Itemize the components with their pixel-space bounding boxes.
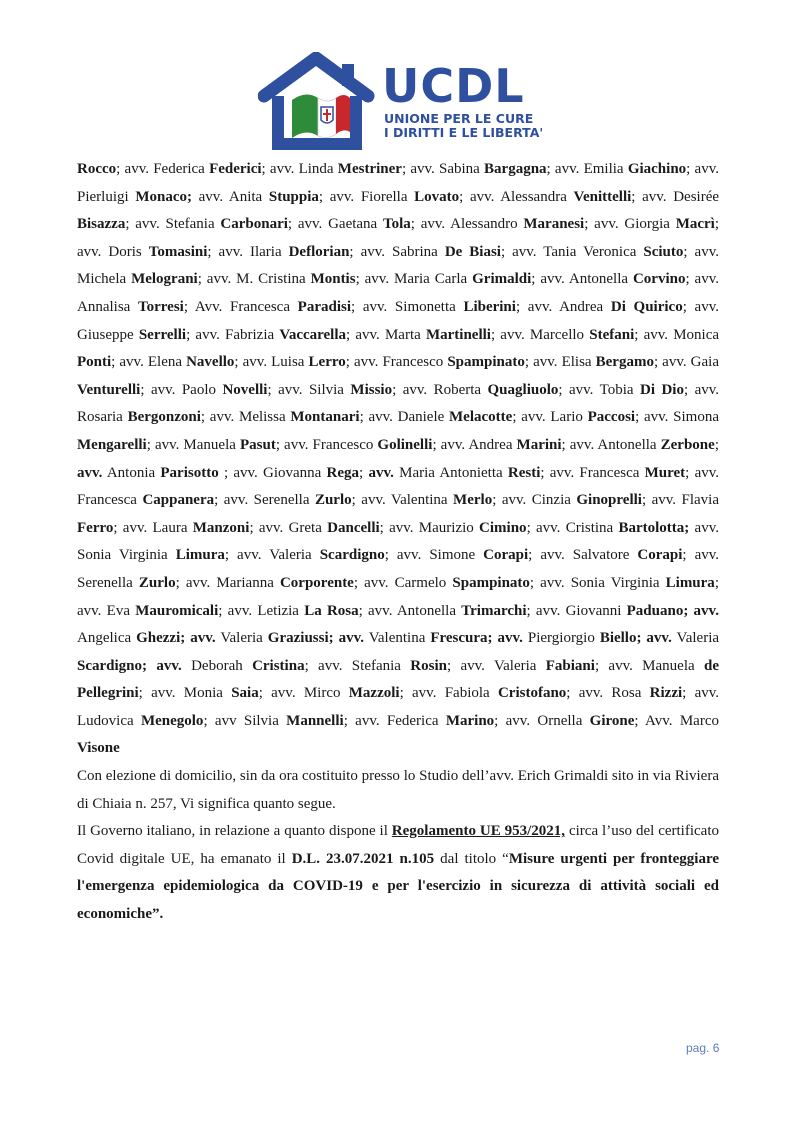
lawyer-surname: Paradisi: [297, 298, 351, 315]
lawyer-surname: Liberini: [463, 298, 516, 315]
name-separator: ; avv. Melissa: [200, 409, 291, 426]
name-separator: Piergiorgio: [522, 630, 600, 647]
name-separator: avv. Anita: [191, 188, 269, 205]
name-separator: ; avv Silvia: [203, 712, 287, 729]
domicile-paragraph: Con elezione di domicilio, sin da ora costituito presso lo Studio dell’avv. Erich Grimaldi sito in via Riviera di Chiaia n. 257, Vi significa quanto segue.: [77, 768, 719, 812]
document-body: [77, 156, 719, 929]
name-separator: ; avv. Ludovica: [77, 685, 720, 729]
lawyer-surname: Frescura; avv.: [430, 630, 523, 647]
name-separator: avv. Sonia Virginia: [77, 519, 719, 564]
lawyer-surname: Sciuto: [643, 243, 684, 260]
name-separator: ; avv. Emilia: [546, 161, 628, 177]
government-paragraph: [77, 818, 719, 928]
name-separator: ; avv. Fiorella: [318, 188, 415, 205]
lawyer-surname: Corapi: [637, 547, 683, 564]
name-separator: ; avv. Stefania: [304, 657, 411, 674]
name-separator: ; avv. Manuela: [146, 436, 240, 453]
name-separator: ; avv. Elena: [111, 354, 187, 371]
name-separator: ; avv. Cristina: [526, 519, 619, 536]
lawyer-surname: Stefani: [589, 326, 635, 343]
name-separator: ; avv. Linda: [261, 161, 338, 177]
name-separator: ; avv. Alessandro: [410, 216, 524, 233]
lawyer-surname: Visone: [77, 740, 120, 757]
lawyer-surname: Martinelli: [425, 326, 491, 343]
government-middle: circa l’uso del certificato Covid digitale UE, ha emanato il: [77, 823, 719, 867]
lawyer-surname: Giachino: [627, 161, 687, 177]
name-separator: ; avv. Sonia Virginia: [529, 574, 666, 591]
name-separator: ; avv. Serenella: [77, 547, 720, 591]
lawyer-surname: Menegolo: [140, 712, 204, 729]
name-separator: ; avv. Daniele: [359, 409, 450, 426]
name-separator: ; avv. Greta: [249, 519, 328, 536]
name-separator: ; avv. Lario: [512, 409, 588, 426]
lawyer-surname: Di Dio: [640, 381, 684, 398]
name-separator: Valeria: [671, 630, 720, 647]
name-separator: Valentina: [364, 630, 431, 647]
lawyer-surname: Ferro: [77, 519, 114, 536]
lawyer-surname: Paccosi: [587, 409, 636, 426]
name-separator: ; avv. Serenella: [214, 492, 315, 509]
name-separator: ; avv. Elisa: [524, 354, 596, 371]
logo-title: UCDL: [382, 59, 525, 113]
lawyer-surname: Cappanera: [142, 492, 215, 509]
name-separator: ; avv. Fabiola: [399, 685, 498, 702]
name-separator: ; avv. Giuseppe: [77, 298, 719, 343]
name-separator: ; avv. Flavia: [641, 492, 719, 509]
decree-reference: D.L. 23.07.2021 n.105: [291, 850, 435, 867]
name-separator: ; avv. Giorgia: [584, 216, 676, 233]
name-separator: ; avv. Silvia: [267, 381, 351, 398]
name-separator: ; avv. Monica: [634, 326, 720, 343]
name-separator: ; avv. Stefania: [125, 216, 221, 233]
lawyer-surname: Serrelli: [138, 326, 187, 343]
lawyer-surname: Bartolotta;: [618, 519, 690, 536]
lawyer-surname: Limura: [175, 547, 225, 564]
name-separator: ; Avv. Francesca: [183, 298, 298, 315]
lawyer-surname: Melacotte: [449, 409, 513, 426]
name-separator: ; avv. Simona: [635, 409, 720, 426]
lawyer-surname: Cristofano: [497, 685, 567, 702]
name-separator: ; avv. Laura: [113, 519, 193, 536]
name-separator: ; avv. Ornella: [494, 712, 590, 729]
name-separator: ; avv. Valeria: [224, 547, 320, 564]
lawyers-list-paragraph: [77, 156, 719, 763]
name-separator: ; avv. Simonetta: [351, 298, 464, 315]
government-intro: Il Governo italiano, in relazione a quanto dispone il: [77, 823, 392, 840]
lawyer-surname: Scardigno; avv.: [77, 657, 182, 674]
lawyer-surname: Ghezzi; avv.: [136, 630, 216, 647]
lawyer-surname: Tola: [383, 216, 411, 233]
lawyer-surname: Novelli: [222, 381, 268, 398]
name-separator: ; avv. Francesca: [540, 464, 645, 481]
lawyer-surname: Zurlo: [138, 574, 176, 591]
name-separator: ; avv. Sabrina: [349, 243, 445, 260]
lawyer-surname: Merlo: [453, 492, 493, 509]
logo-subtitle-line1: UNIONE PER LE CURE: [384, 111, 534, 126]
name-separator: ; avv. Andrea: [432, 436, 517, 453]
name-separator: ; avv. Andrea: [515, 298, 611, 315]
name-separator: ; avv. Simone: [384, 547, 484, 564]
name-separator: ; avv. Monia: [138, 685, 232, 702]
lawyer-surname: Venturelli: [77, 381, 141, 398]
decree-title-lead: dal titolo “: [434, 850, 509, 867]
lawyer-surname: Navello: [186, 354, 235, 371]
name-separator: ; avv. Annalisa: [77, 271, 719, 315]
name-separator: ; avv. Antonella: [531, 271, 633, 288]
name-separator: ; avv. Marta: [346, 326, 426, 343]
name-separator: ;: [359, 464, 369, 481]
name-separator: ; avv. Valeria: [446, 657, 546, 674]
lawyer-surname: Muret: [644, 464, 686, 481]
lawyer-surname: Deflorian: [288, 243, 350, 260]
lawyer-surname: Mestriner: [337, 161, 402, 177]
lawyer-surname: La Rosa: [304, 602, 359, 619]
lawyer-surname: Manzoni: [192, 519, 250, 536]
name-separator: ; avv. M. Cristina: [197, 271, 311, 288]
regulation-reference: Regolamento UE 953/2021,: [391, 823, 566, 840]
lawyer-surname: Torresi: [138, 298, 184, 315]
lawyer-surname: Lovato: [414, 188, 460, 205]
lawyer-surname: Corvino: [632, 271, 686, 288]
name-separator: ; Avv. Marco: [634, 712, 719, 729]
name-separator: ; avv. Federica: [116, 161, 210, 177]
lawyer-surname: De Biasi: [444, 243, 501, 260]
name-separator: ; avv. Roberta: [392, 381, 488, 398]
name-separator: ; avv. Federica: [343, 712, 446, 729]
name-separator: ; avv. Francesco: [345, 354, 448, 371]
lawyer-surname: Rocco: [77, 161, 117, 177]
name-separator: ; avv. Carmelo: [353, 574, 453, 591]
name-separator: ; avv. Francesco: [275, 436, 378, 453]
lawyer-surname: Rosin: [410, 657, 447, 674]
lawyer-surname: Corapi: [483, 547, 529, 564]
lawyer-surname: Macrì: [675, 216, 715, 233]
lawyer-surname: Melograni: [131, 271, 198, 288]
lawyer-surname: Lerro: [308, 354, 346, 371]
ucdl-logo: [258, 52, 548, 150]
lawyer-surname: Maranesi: [523, 216, 585, 233]
name-separator: Deborah: [181, 657, 253, 674]
lawyer-surname: avv.: [368, 464, 394, 481]
name-separator: ; avv. Doris: [77, 216, 720, 260]
lawyer-surname: Zurlo: [314, 492, 352, 509]
name-separator: ; avv. Marcello: [490, 326, 590, 343]
name-separator: ; avv. Cinzia: [492, 492, 577, 509]
name-separator: ; avv. Giovanni: [526, 602, 627, 619]
name-separator: ; avv. Maurizio: [379, 519, 480, 536]
lawyer-surname: Mannelli: [286, 712, 344, 729]
lawyer-surname: Mengarelli: [77, 436, 147, 453]
house-flag-icon: [258, 52, 378, 150]
name-separator: ; avv. Marianna: [175, 574, 280, 591]
name-separator: ; avv. Antonella: [358, 602, 462, 619]
lawyer-surname: Rega: [326, 464, 360, 481]
name-separator: ; avv. Giovanna: [218, 464, 327, 481]
lawyer-surname: Parisotto: [160, 464, 219, 481]
lawyer-surname: Limura: [665, 574, 715, 591]
name-separator: Valeria: [215, 630, 268, 647]
lawyer-surname: Stuppia: [268, 188, 319, 205]
lawyer-surname: Cimino: [479, 519, 527, 536]
lawyer-surname: Venittelli: [573, 188, 632, 205]
name-separator: ; avv. Rosaria: [77, 381, 720, 426]
name-separator: ; avv. Michela: [77, 243, 719, 288]
lawyer-surname: Corporente: [279, 574, 354, 591]
name-separator: ; avv. Ilaria: [207, 243, 289, 260]
lawyer-surname: Resti: [507, 464, 541, 481]
name-separator: ; avv. Maria Carla: [355, 271, 473, 288]
name-separator: ; avv. Desirée: [631, 188, 720, 205]
lawyer-surname: Vaccarella: [279, 326, 347, 343]
lawyer-surname: Montanari: [290, 409, 360, 426]
lawyer-surname: Missio: [350, 381, 393, 398]
lawyer-surname: Ginoprelli: [576, 492, 642, 509]
lawyer-surname: Saia: [231, 685, 259, 702]
lawyer-surname: Golinelli: [377, 436, 433, 453]
name-separator: ; avv. Paolo: [140, 381, 223, 398]
lawyer-surname: Paduano; avv.: [626, 602, 719, 619]
lawyer-surname: Bargagna: [484, 161, 547, 177]
lawyer-surname: Quagliuolo: [487, 381, 559, 398]
lawyer-surname: Trimarchi: [461, 602, 527, 619]
lawyer-surname: Rizzi: [649, 685, 683, 702]
lawyer-surname: Scardigno: [319, 547, 385, 564]
name-separator: ; avv. Tania Veronica: [500, 243, 644, 260]
name-separator: ; avv. Luisa: [234, 354, 309, 371]
lawyer-surname: Graziussi; avv.: [267, 630, 365, 647]
decree-title: Misure urgenti per fronteggiare l'emergenza epidemiologica da COVID-19 e per l'esercizio in sicurezza di attività sociali ed economiche”.: [77, 850, 719, 923]
lawyer-surname: Bergonzoni: [127, 409, 201, 426]
lawyer-surname: Dancelli: [327, 519, 380, 536]
lawyer-surname: Fabiani: [545, 657, 595, 674]
name-separator: ; avv. Francesca: [77, 464, 719, 509]
lawyer-surname: Tomasini: [148, 243, 208, 260]
lawyer-surname: Bisazza: [77, 216, 126, 233]
name-separator: ; avv. Tobia: [558, 381, 640, 398]
lawyer-surname: Zerbone: [660, 436, 715, 453]
lawyer-surname: Mauromicali: [135, 602, 219, 619]
lawyer-surname: Cristina: [252, 657, 305, 674]
lawyer-surname: Spampinato: [447, 354, 525, 371]
name-separator: ; avv. Eva: [77, 574, 719, 619]
lawyer-surname: Biello; avv.: [599, 630, 672, 647]
name-separator: ; avv. Manuela: [594, 657, 704, 674]
name-separator: ; avv. Rosa: [566, 685, 650, 702]
lawyer-surname: Bergamo: [595, 354, 654, 371]
name-separator: Maria Antonietta: [393, 464, 508, 481]
lawyer-surname: Mazzoli: [348, 685, 400, 702]
name-separator: Antonia: [102, 464, 161, 481]
name-separator: ; avv. Fabrizia: [186, 326, 280, 343]
name-separator: ; avv. Antonella: [561, 436, 661, 453]
name-separator: ; avv. Salvatore: [528, 547, 638, 564]
lawyer-surname: Spampinato: [452, 574, 530, 591]
lawyer-surname: Grimaldi: [472, 271, 532, 288]
name-separator: ; avv. Letizia: [218, 602, 305, 619]
name-separator: ; avv. Sabina: [401, 161, 485, 177]
name-separator: ; avv. Alessandra: [459, 188, 574, 205]
logo-subtitle-line2: I DIRITTI E LE LIBERTA': [384, 125, 544, 140]
name-separator: ; avv. Mirco: [258, 685, 349, 702]
lawyer-surname: Girone: [589, 712, 635, 729]
name-separator: ; avv. Gaetana: [287, 216, 383, 233]
name-separator: ; avv. Valentina: [351, 492, 454, 509]
lawyer-surname: Ponti: [77, 354, 112, 371]
lawyer-surname: de Pellegrini: [77, 657, 719, 702]
name-separator: ; avv. Gaia: [653, 354, 719, 371]
page-number: pag. 6: [686, 1041, 720, 1055]
lawyer-surname: Marino: [445, 712, 495, 729]
lawyer-surname: Montis: [310, 271, 356, 288]
lawyer-surname: Pasut: [239, 436, 276, 453]
name-separator: Angelica: [77, 630, 137, 647]
lawyer-surname: Federici: [209, 161, 262, 177]
name-separator: ;: [714, 436, 719, 453]
lawyer-surname: Marini: [516, 436, 562, 453]
lawyer-surname: Monaco;: [135, 188, 192, 205]
name-separator: ; avv. Pierluigi: [77, 161, 719, 205]
lawyer-surname: avv.: [77, 464, 103, 481]
lawyer-surname: Carbonari: [220, 216, 288, 233]
lawyer-surname: Di Quirico: [610, 298, 683, 315]
